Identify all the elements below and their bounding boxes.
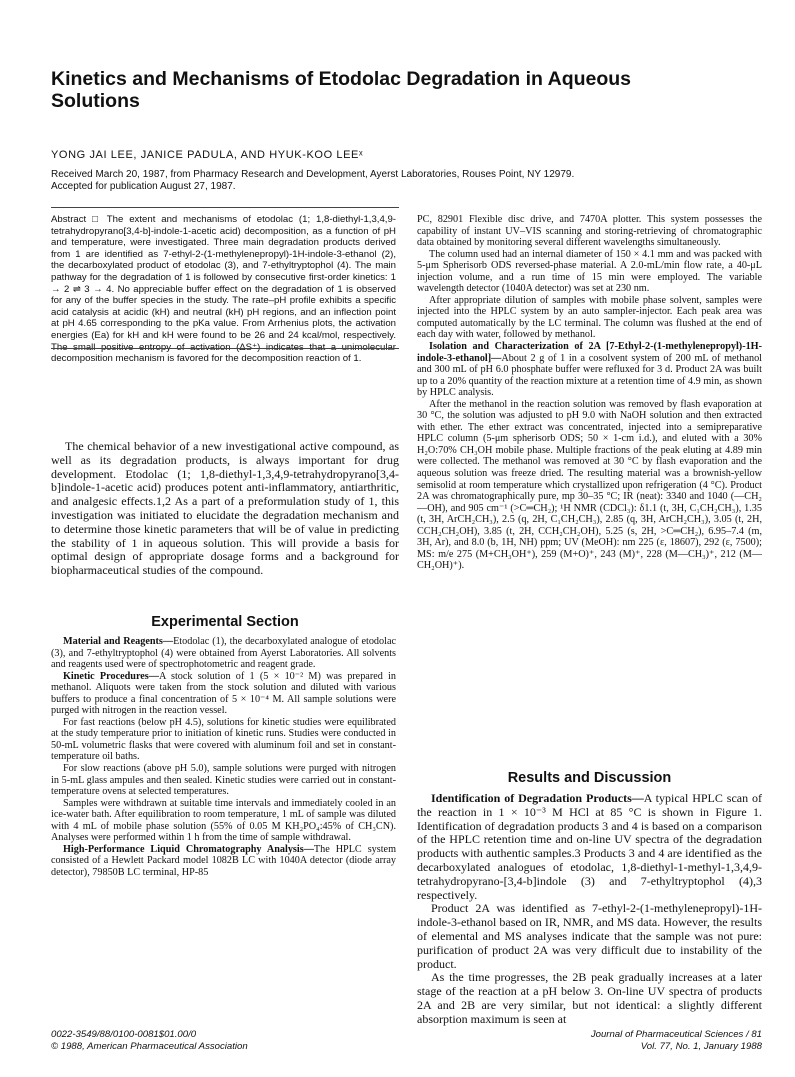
paragraph-text: The column used had an internal diameter of 150 × 4.1 mm and was packed with 5-μm Spherisorb ODS reversed-phase material. A 2.0-mL/min flow rate, a 40-μL injection volume, and a run time of 15 min were employed. The variable wavelength detector (1040A detector) was set at 230 nm. xyxy=(417,248,762,295)
paragraph-text: A stock solution of 1 (5 × 10⁻² M) was prepared in methanol. Aliquots were taken from the stock solution and diluted with various buffers to produce a final concentration of 5 × 10⁻⁴ M. All sample solutions were purged with nitrogen in the reaction vessel. xyxy=(51,670,396,717)
author-line: YONG JAI LEE, JANICE PADULA, AND HYUK-KOO LEEˣ xyxy=(51,149,364,161)
intro-paragraph: The chemical behavior of a new investigational active compound, as well as its degradation products, is always important for drug development. Etodolac (1; 1,8-diethyl-1,3,4,9-tetrahydropyrano[3,4-b]indole-1-acetic acid) produces potent anti-inflammatory, antiarthritic, and analgesic effects.1,2 As a part of a preformulation study of 1, this investigation was initiated to elucidate the degradation mechanism and to determine those kinetic parameters that will be of value in predicting the stability of 1 in aqueous solution. This will provide a basis for optimal design of appropriate dosage forms and a background for biopharmaceutical studies of the compound. xyxy=(51,439,399,578)
paragraph xyxy=(51,671,396,717)
received-note xyxy=(51,169,751,192)
results-section xyxy=(417,792,762,1027)
copyright: © 1988, American Pharmaceutical Association xyxy=(51,1040,248,1052)
journal-volume: Vol. 77, No. 1, January 1988 xyxy=(640,1040,762,1052)
paragraph-heading: Kinetic Procedures— xyxy=(63,670,159,682)
paragraph xyxy=(417,341,762,399)
paragraph-text: Product 2A was identified as 7-ethyl-2-(1-methylenepropyl)-1H-indole-3-ethanol based on IR, NMR, and MS data. However, the results of elemental and MS analyses indicate that the sample was not pure: purification of product 2A was very difficult due to instability of the product. xyxy=(417,901,762,971)
paragraph-text: Etodolac (1), the decarboxylated analogue of etodolac (3), and 7-ethyltryptophol (4) were obtained from Ayerst Laboratories. All solvents and reagents used were of spectrophotometric and reagent grade. xyxy=(51,636,396,671)
paragraph xyxy=(51,844,396,879)
journal-page: Journal of Pharmaceutical Sciences / 81 xyxy=(590,1029,762,1040)
paragraph-text: A typical HPLC scan of the reaction in 1 × 10⁻³ M HCl at 85 °C is shown in Figure 1. Identification of degradation products 3 and 4 is based on a comparison of the HPLC retention time and on-line UV spectra of the degradation products with authentic samples.3 Products 3 and 4 are identified as the decarboxylated analogues of etodolac, 1,8-diethyl-1-methyl-1,3,4,9-tetrahydropyrano-[3,4-b]indole (3) and 7-ethyltryptophol (4),3 respectively. xyxy=(417,791,762,902)
paragraph xyxy=(417,971,762,1026)
paragraph-text: After appropriate dilution of samples with mobile phase solvent, samples were injected into the HPLC system by an auto sampler-injector. Each peak area was computed automatically by the LC terminal. The column was flushed at the end of each day with water, followed by methanol. xyxy=(417,294,762,341)
paragraph xyxy=(417,249,762,295)
article-title: Kinetics and Mechanisms of Etodolac Degradation in Aqueous Solutions xyxy=(51,68,632,112)
paragraph-text: For slow reactions (above pH 5.0), sample solutions were purged with nitrogen in 5-mL glass ampules and then sealed. Kinetic studies were carried out in constant-temperature ovens at selected temperatures. xyxy=(51,763,396,798)
abstract-top-rule xyxy=(51,207,399,208)
paragraph-heading: High-Performance Liquid Chromatography Analysis— xyxy=(63,843,314,855)
paragraph-text: The HPLC system consisted of a Hewlett Packard model 1082B LC with 1040A detector (diode array detector), 79850B LC terminal, HP-85 xyxy=(51,843,396,878)
footer-right xyxy=(500,1029,762,1052)
paragraph xyxy=(51,636,396,671)
paragraph xyxy=(51,717,396,763)
paragraph xyxy=(417,214,762,249)
experimental-section xyxy=(51,636,396,878)
paragraph xyxy=(417,902,762,971)
paragraph-text: About 2 g of 1 in a cosolvent system of 200 mL of methanol and 300 mL of pH 6.0 phosphate buffer were refluxed for 3 d. Product 2A was built up to a 20% quantity of the reaction mixture at a retention time of 4.9 min, as shown by HPLC analysis. xyxy=(417,352,762,399)
paragraph xyxy=(417,399,762,572)
introduction xyxy=(51,440,399,578)
experimental-continued xyxy=(417,214,762,572)
paragraph-text: For fast reactions (below pH 4.5), solutions for kinetic studies were equilibrated at the study temperature prior to initiation of kinetic runs. Studies were conducted in 50-mL volumetric flasks that were covered with aluminum foil and set in constant-temperature oil baths. xyxy=(51,716,396,763)
paragraph xyxy=(51,798,396,844)
abstract: Abstract □ The extent and mechanisms of etodolac (1; 1,8-diethyl-1,3,4,9-tetrahydropyrano[3,4-b]-indole-1-acetic acid) decomposition, as a function of pH and temperature, were investigated. Three main degradation products derived from 1 are identified as 7-ethyl-2-(1-methylenepropyl)-1H-indole-3-ethanol (2), the decarboxylated product of etodolac (3), and 7-ethyltryptophol (4). The main pathway for the degradation of 1 is followed by consecutive first-order kinetics: 1 → 2 ⇌ 3 → 4. No appreciable buffer effect on the degradation of 1 is observed for any of the buffer species in the study. The rate–pH profile exhibits a specific acid catalysis at acidic (kH) and neutral (kH) pH regions, and an inflection point at pH 4.65 corresponding to the pKa value. From Arrhenius plots, the activation energies (Ea) for kH and kH were found to be 26 and 24 kcal/mol, respectively. The small positive entropy of activation (ΔS⁺) indicates that a unimolecular decomposition mechanism is favored for the decomposition reaction of 1. xyxy=(51,214,396,365)
article-code: 0022-3549/88/0100-0081$01.00/0 xyxy=(51,1029,197,1040)
abstract-bottom-rule xyxy=(51,348,399,349)
paragraph-heading: Material and Reagents— xyxy=(63,636,174,647)
paragraph-text: PC, 82901 Flexible disc drive, and 7470A plotter. This system possesses the capability of instant UV–VIS scanning and storing-retrieving of chromatographic data obtained by monitoring several different wavelengths simultaneously. xyxy=(417,214,762,249)
results-heading: Results and Discussion xyxy=(507,770,672,786)
accepted-line: Accepted for publication August 27, 1987. xyxy=(51,180,236,192)
paragraph-text: As the time progresses, the 2B peak gradually increases at a later stage of the reaction at a pH below 3. On-line UV spectra of products 2A and 2B are very similar, but not identical: a slightly different absorption maximum is seen at xyxy=(417,970,762,1026)
footer-left xyxy=(51,1029,248,1052)
paragraph xyxy=(51,763,396,798)
paragraph-text: Samples were withdrawn at suitable time intervals and immediately cooled in an ice-water bath. After equilibration to room temperature, 1 mL of sample was diluted with 4 mL of mobile phase solution (55% of 0.05 M KH₂PO₄:45% of CH₃CN). Analyses were performed within 1 h from the time of sample withdrawal. xyxy=(51,797,396,844)
paragraph-heading: Identification of Degradation Products— xyxy=(431,791,644,805)
paragraph xyxy=(417,295,762,341)
paragraph xyxy=(417,792,762,902)
paragraph-text: After the methanol in the reaction solution was removed by flash evaporation at 30 °C, the solution was adjusted to pH 9.0 with NaOH solution and then extracted with ether. The ether extract was concentrated, injected into a semipreparative HPLC column (5-μm spherisorb ODS; 50 × 1-cm i.d.), and eluted with a 30% H₂O:70% CH₃OH mobile phase. Multiple fractions of the peak eluting at 4.89 min were collected. The methanol was removed at 30 °C by flash evaporation and the aqueous solution was freeze dried. The resulting material was a brownish-yellow semisolid at room temperature which crystallized upon refrigeration (4 °C). Product 2A was chromatographically pure, mp 30–35 °C; IR (neat): 3340 and 1040 (—CH₂—OH), and 905 cm⁻¹ (>C═CH₂); ¹H NMR (CDCl₃): δ1.1 (t, 3H, C₁CH₂CH₃), 1.35 (t, 3H, ArCH₂CH₃), 2.5 (q, 2H, C₁CH₂CH₃), 2.85 (q, 3H, ArCH₂CH₃), 3.05 (t, 2H, CCH₂CH₂OH), 3.85 (t, 2H, CCH₂CH₂OH), 5.25 (s, 2H, >C═CH₂), 6.95–7.4 (m, 3H, Ar), and 8.0 (b, 1H, NH) ppm; UV (MeOH): nm 225 (ε, 18607), 292 (ε, 7500); MS: m/e 275 (M+CH₃OH⁺), 259 (M+O)⁺, 243 (M)⁺, 228 (M—CH₃)⁺, 212 (M—CH₂OH)⁺). xyxy=(417,398,762,572)
received-line: Received March 20, 1987, from Pharmacy Research and Development, Ayerst Laboratories, Rouses Point, NY 12979. xyxy=(51,169,575,180)
paragraph-heading: Isolation and Characterization of 2A [7-Ethyl-2-(1-methylenepropyl)-1H-indole-3-ethanol]— xyxy=(417,341,762,364)
experimental-heading: Experimental Section xyxy=(151,614,299,630)
